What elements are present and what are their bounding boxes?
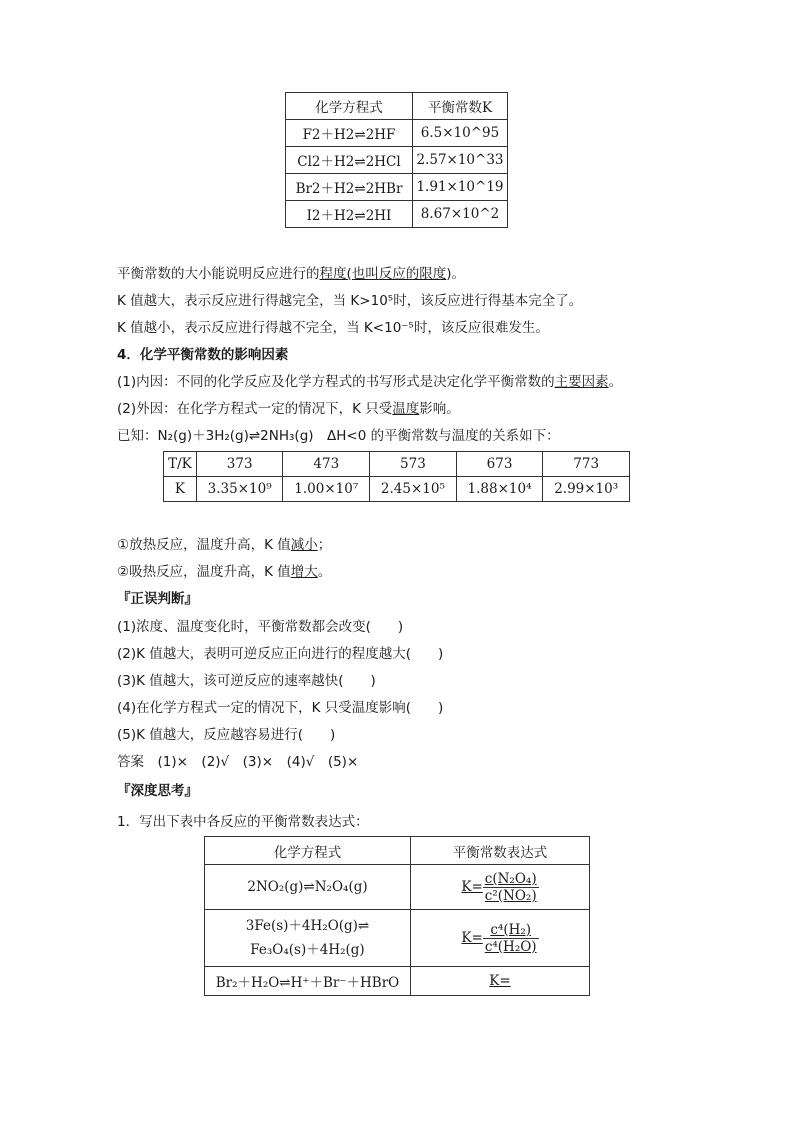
- table-cell: Cl2＋H2⇌2HCl: [286, 147, 413, 174]
- table-cell: 6.5×10^95: [413, 120, 508, 147]
- table-cell: [411, 967, 590, 996]
- table-cell: I2＋H2⇌2HI: [286, 201, 413, 228]
- paragraph-line: [117, 533, 331, 553]
- text: (1)内因：不同的化学反应及化学方程式的书写形式是决定化学平衡常数的: [117, 374, 555, 390]
- text: 。: [317, 564, 332, 580]
- paragraph-line: K 值越大，表示反应进行得越完全，当 K>10⁵时，该反应进行得基本完全了。: [117, 293, 583, 309]
- text: 平衡常数的大小能说明反应进行的: [117, 266, 320, 282]
- table-cell: 2NO₂(g)⇌N₂O₄(g): [205, 865, 411, 910]
- underlined-text: 减小: [290, 537, 318, 553]
- table-cell: 773: [543, 452, 630, 477]
- paragraph-line: [117, 560, 331, 580]
- judge-section-title: 『 正误判断 』: [117, 587, 198, 607]
- k-prefix: K=: [489, 973, 511, 989]
- numerator: c⁴(H₂): [483, 922, 539, 939]
- underlined-text: 增大: [290, 564, 318, 580]
- table-cell: K: [164, 477, 197, 502]
- table-header: 化学方程式: [286, 93, 413, 120]
- think-section-title: 『 深度思考 』: [117, 779, 198, 799]
- underlined-text: 反应的限度: [378, 266, 447, 282]
- halogen-constant-table: [285, 92, 508, 228]
- temperature-constant-table: [163, 451, 630, 502]
- fraction: [483, 922, 539, 955]
- text: (2)外因：在化学方程式一定的情况下，K 只受: [117, 401, 393, 417]
- table-cell: 2.99×10³: [543, 477, 630, 502]
- table-cell: 2.45×10⁵: [370, 477, 457, 502]
- k-prefix: K=: [461, 878, 483, 895]
- fraction: [483, 871, 539, 904]
- table-cell: [411, 910, 590, 967]
- table-cell: 1.00×10⁷: [283, 477, 370, 502]
- table-cell: 1.88×10⁴: [456, 477, 543, 502]
- table-cell: 2.57×10^33: [413, 147, 508, 174]
- underlined-text: 温度: [392, 401, 420, 417]
- answer-line: 答案 (1)× (2)√ (3)× (4)√ (5)×: [117, 754, 359, 770]
- table-cell: 573: [370, 452, 457, 477]
- underlined-text: 主要因素: [554, 374, 609, 390]
- table-cell: 3.35×10⁹: [196, 477, 283, 502]
- text: 影响。: [419, 401, 460, 417]
- question-line: 1．写出下表中各反应的平衡常数表达式：: [117, 814, 369, 830]
- equation-line: Fe₃O₄(s)＋4H₂(g): [250, 942, 365, 958]
- text: 。: [608, 374, 623, 390]
- table-header: 平衡常数K: [413, 93, 508, 120]
- table-cell: [411, 865, 590, 910]
- denominator: c⁴(H₂O): [484, 938, 537, 955]
- judge-item: (5)K 值越大，反应越容易进行( ): [117, 727, 336, 743]
- judge-item: (2)K 值越大，表明可逆反应正向进行的程度越大( ): [117, 646, 444, 662]
- table-header: 化学方程式: [205, 837, 411, 865]
- underlined-text: 程度(也叫: [319, 266, 379, 282]
- judge-item: (1)浓度、温度变化时，平衡常数都会改变( ): [117, 619, 404, 635]
- text: )。: [446, 266, 466, 282]
- table-cell: 1.91×10^19: [413, 174, 508, 201]
- text: ①放热反应，温度升高，K 值: [117, 537, 291, 553]
- denominator: c²(NO₂): [484, 887, 537, 904]
- table-cell: Br2＋H2⇌2HBr: [286, 174, 413, 201]
- table-cell: Br₂＋H₂O⇌H⁺＋Br⁻＋HBrO: [205, 967, 411, 996]
- k-prefix: K=: [461, 929, 483, 946]
- equation-line: 3Fe(s)＋4H₂O(g)⇌: [245, 918, 370, 934]
- table-header: 平衡常数表达式: [411, 837, 590, 865]
- paragraph-line: K 值越小，表示反应进行得越不完全，当 K<10⁻⁵时，该反应很难发生。: [117, 320, 549, 336]
- judge-item: (4)在化学方程式一定的情况下，K 只受温度影响( ): [117, 700, 444, 716]
- paragraph-line: [117, 370, 622, 390]
- paragraph-line: [117, 262, 465, 282]
- table-cell: F2＋H2⇌2HF: [286, 120, 413, 147]
- table-cell: 673: [456, 452, 543, 477]
- numerator: c(N₂O₄): [484, 870, 537, 887]
- table-cell: T/K: [164, 452, 197, 477]
- table-cell: 373: [196, 452, 283, 477]
- expression-table: [204, 836, 590, 996]
- judge-item: (3)K 值越大，该可逆反应的速率越快( ): [117, 673, 376, 689]
- text: ；: [317, 537, 332, 553]
- paragraph-line: [117, 397, 460, 417]
- section-heading: 4．化学平衡常数的影响因素: [117, 347, 289, 363]
- table-cell: 473: [283, 452, 370, 477]
- text: ②吸热反应，温度升高，K 值: [117, 564, 291, 580]
- paragraph-line: 已知：N₂(g)＋3H₂(g)⇌2NH₃(g) ΔH<0 的平衡常数与温度的关系如下：: [117, 428, 560, 444]
- table-cell: [205, 910, 411, 967]
- table-cell: 8.67×10^2: [413, 201, 508, 228]
